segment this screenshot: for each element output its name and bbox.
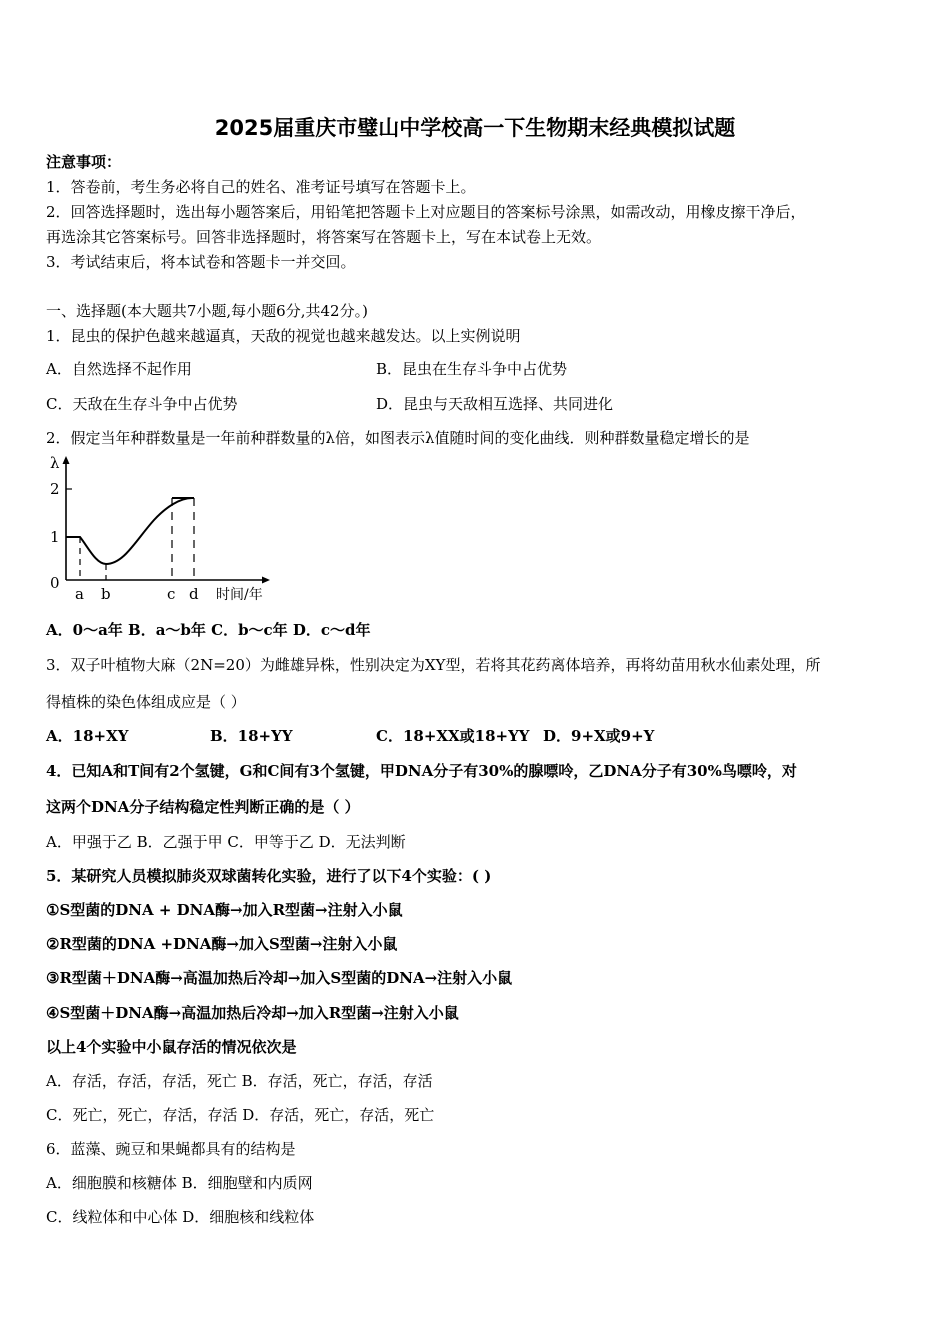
q4-options: A．甲强于乙 B．乙强于甲 C．甲等于乙 D．无法判断 [46, 833, 406, 851]
q1-option-d: D．昆虫与天敌相互选择、共同进化 [376, 395, 614, 413]
q2-options: A．0～a年 B．a～b年 C．b～c年 D．c～d年 [46, 621, 371, 639]
q5-summary: 以上4个实验中小鼠存活的情况依次是 [46, 1038, 297, 1056]
q1-option-a: A．自然选择不起作用 [46, 360, 192, 378]
q3-option-c: C．18+XX或18+YY [376, 727, 530, 745]
q3-stem-1: 3．双子叶植物大麻（2N=20）为雌雄异株，性别决定为XY型，若将其花药离体培养，再将幼苗用秋水仙素处理，所 [46, 656, 821, 674]
q1-stem: 1．昆虫的保护色越来越逼真，天敌的视觉也越来越发达。以上实例说明 [46, 327, 521, 345]
q3-option-a: A．18+XY [46, 727, 129, 745]
notice-item-2: 2．回答选择题时，选出每小题答案后，用铅笔把答题卡上对应题目的答案标号涂黑，如需改动，用橡皮擦干净后， [46, 203, 806, 221]
q5-experiment-3: ③R型菌＋DNA酶→高温加热后冷却→加入S型菌的DNA→注射入小鼠 [46, 969, 513, 987]
y-tick-1: 1 [50, 528, 60, 546]
q5-experiment-4: ④S型菌＋DNA酶→高温加热后冷却→加入R型菌→注射入小鼠 [46, 1004, 459, 1022]
x-tick-b: b [101, 585, 111, 603]
q5-options-ab: A．存活，存活，存活，死亡 B．存活，死亡，存活，存活 [46, 1072, 433, 1090]
q6-stem: 6．蓝藻、豌豆和果蝇都具有的结构是 [46, 1140, 296, 1158]
q1-option-c: C．天敌在生存斗争中占优势 [46, 395, 238, 413]
y-axis-arrow-icon [63, 456, 70, 464]
q5-stem: 5．某研究人员模拟肺炎双球菌转化实验，进行了以下4个实验：( ) [46, 867, 492, 885]
notice-item-2-cont: 再选涂其它答案标号。回答非选择题时，将答案写在答题卡上，写在本试卷上无效。 [46, 228, 602, 246]
lambda-time-graph [44, 452, 284, 612]
q1-option-b: B．昆虫在生存斗争中占优势 [376, 360, 568, 378]
y-axis-label: λ [50, 454, 60, 472]
page-title: 2025届重庆市璧山中学校高一下生物期末经典模拟试题 [214, 116, 736, 140]
notice-item-3: 3．考试结束后，将本试卷和答题卡一并交回。 [46, 253, 356, 271]
q5-experiment-2: ②R型菌的DNA +DNA酶→加入S型菌→注射入小鼠 [46, 935, 398, 953]
q5-experiment-1: ①S型菌的DNA + DNA酶→加入R型菌→注射入小鼠 [46, 901, 403, 919]
q6-options-ab: A．细胞膜和核糖体 B．细胞壁和内质网 [46, 1174, 313, 1192]
q6-options-cd: C．线粒体和中心体 D．细胞核和线粒体 [46, 1208, 315, 1226]
q3-option-b: B．18+YY [210, 727, 293, 745]
q2-stem: 2．假定当年种群数量是一年前种群数量的λ倍，如图表示λ值随时间的变化曲线．则种群数量稳定增长的是 [46, 429, 750, 447]
y-tick-2: 2 [50, 480, 60, 498]
section-heading: 一、选择题(本大题共7小题,每小题6分,共42分。) [46, 302, 368, 320]
q4-stem-2: 这两个DNA分子结构稳定性判断正确的是（ ） [46, 798, 360, 816]
notice-heading: 注意事项： [46, 153, 122, 171]
lambda-curve [66, 498, 194, 564]
q4-stem-1: 4．已知A和T间有2个氢键，G和C间有3个氢键，甲DNA分子有30%的腺嘌呤，乙DNA分子有30%鸟嘌呤，对 [46, 762, 797, 780]
x-axis-label: 时间/年 [216, 587, 263, 603]
q3-stem-2: 得植株的染色体组成应是（ ） [46, 693, 246, 711]
x-tick-c: c [167, 585, 176, 603]
x-tick-a: a [75, 585, 84, 603]
x-axis-arrow-icon [262, 577, 270, 584]
notice-item-1: 1．答卷前，考生务必将自己的姓名、准考证号填写在答题卡上。 [46, 178, 476, 196]
x-tick-d: d [189, 585, 199, 603]
q3-option-d: D．9+X或9+Y [543, 727, 655, 745]
q5-options-cd: C．死亡，死亡，存活，存活 D．存活，死亡，存活，死亡 [46, 1106, 435, 1124]
y-tick-0: 0 [50, 574, 60, 592]
